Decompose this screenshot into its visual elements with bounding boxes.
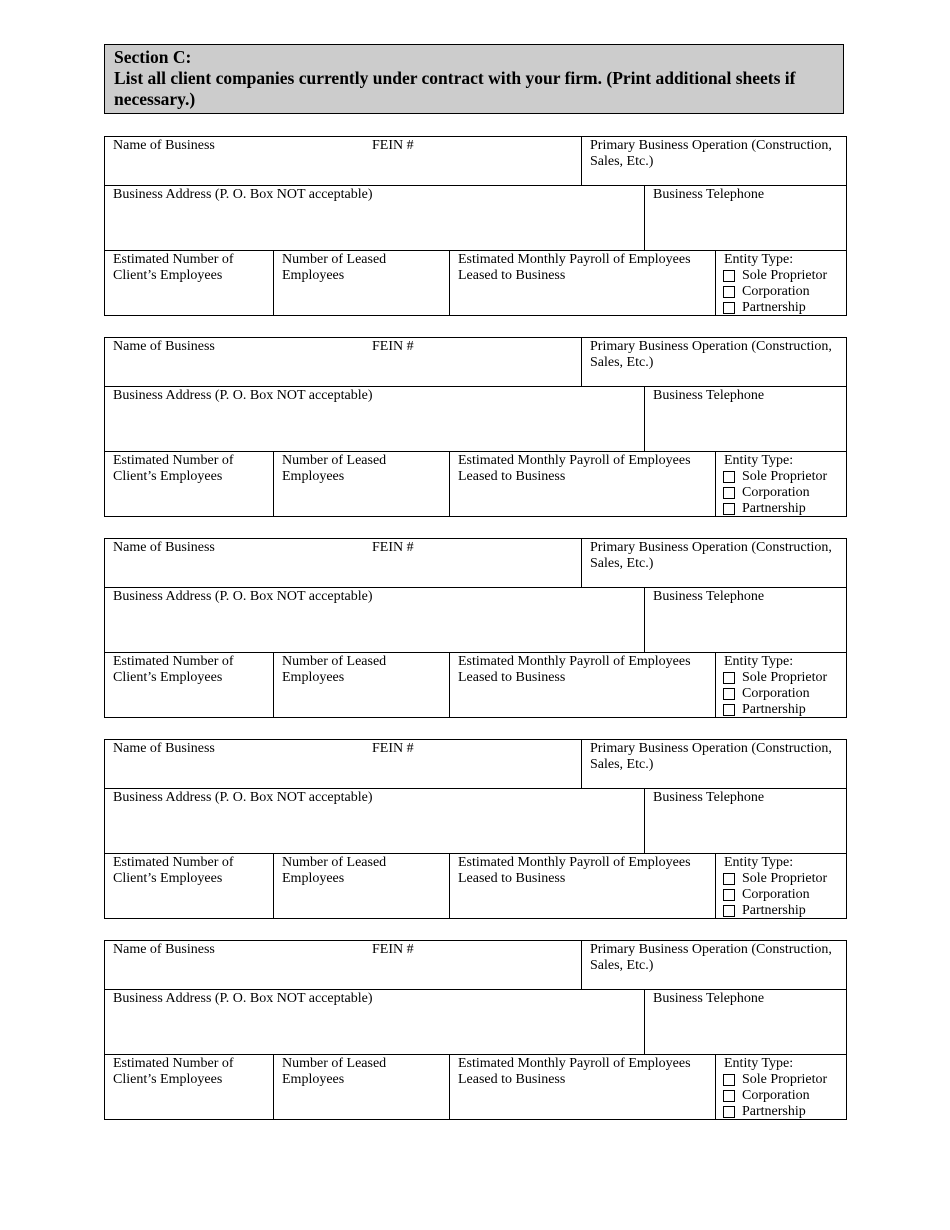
leased-employees-field[interactable] — [273, 1054, 449, 1120]
partnership-checkbox[interactable] — [723, 1106, 735, 1118]
primary-business-operation-label: Primary Business Operation (Construction, Sales, Etc.) — [590, 339, 832, 370]
sole-proprietor-label: Sole Proprietor — [742, 871, 828, 886]
entity-option-corporation[interactable] — [723, 1088, 838, 1104]
business-telephone-label: Business Telephone — [653, 187, 765, 202]
business-address-field[interactable] — [105, 989, 644, 1054]
primary-business-operation-field[interactable] — [581, 338, 846, 387]
entity-option-sole-proprietor[interactable] — [723, 871, 838, 887]
entity-type-field — [715, 652, 846, 718]
partnership-label: Partnership — [742, 501, 806, 516]
partnership-label: Partnership — [742, 903, 806, 918]
entity-type-label: Entity Type: — [724, 855, 794, 870]
entity-type-field — [715, 451, 846, 517]
client-company-block — [104, 538, 847, 718]
name-of-business-field[interactable] — [105, 338, 581, 387]
corporation-checkbox[interactable] — [723, 688, 735, 700]
leased-employees-label: Number of Leased Employees — [282, 453, 387, 484]
name-of-business-label: Name of Business — [113, 741, 215, 756]
leased-employees-label: Number of Leased Employees — [282, 1056, 387, 1087]
corporation-checkbox[interactable] — [723, 286, 735, 298]
estimated-employees-field[interactable] — [105, 853, 273, 919]
corporation-label: Corporation — [742, 1088, 810, 1103]
corporation-label: Corporation — [742, 686, 810, 701]
monthly-payroll-field[interactable] — [449, 451, 715, 517]
sole-proprietor-label: Sole Proprietor — [742, 469, 828, 484]
leased-employees-label: Number of Leased Employees — [282, 654, 387, 685]
name-of-business-field[interactable] — [105, 941, 581, 990]
primary-business-operation-field[interactable] — [581, 941, 846, 990]
business-address-label: Business Address (P. O. Box NOT acceptable) — [113, 388, 373, 403]
primary-business-operation-field[interactable] — [581, 740, 846, 789]
leased-employees-field[interactable] — [273, 451, 449, 517]
business-address-label: Business Address (P. O. Box NOT acceptable) — [113, 589, 373, 604]
business-telephone-field[interactable] — [644, 386, 846, 451]
entity-type-field — [715, 853, 846, 919]
entity-type-field — [715, 250, 846, 316]
primary-business-operation-label: Primary Business Operation (Construction, Sales, Etc.) — [590, 138, 832, 169]
corporation-checkbox[interactable] — [723, 889, 735, 901]
entity-option-partnership[interactable] — [723, 300, 838, 316]
monthly-payroll-label: Estimated Monthly Payroll of Employees Leased to Business — [458, 654, 691, 685]
monthly-payroll-field[interactable] — [449, 250, 715, 316]
estimated-employees-field[interactable] — [105, 1054, 273, 1120]
monthly-payroll-label: Estimated Monthly Payroll of Employees Leased to Business — [458, 855, 691, 886]
monthly-payroll-label: Estimated Monthly Payroll of Employees Leased to Business — [458, 1056, 691, 1087]
client-company-block — [104, 136, 847, 316]
primary-business-operation-field[interactable] — [581, 539, 846, 588]
fein-label: FEIN # — [372, 942, 414, 957]
section-instruction: List all client companies currently under contract with your firm. (Print additional sheets if necessary.) — [114, 68, 796, 109]
leased-employees-label: Number of Leased Employees — [282, 252, 387, 283]
sole-proprietor-checkbox[interactable] — [723, 873, 735, 885]
entity-option-sole-proprietor[interactable] — [723, 268, 838, 284]
name-of-business-label: Name of Business — [113, 540, 215, 555]
entity-option-partnership[interactable] — [723, 702, 838, 718]
sole-proprietor-label: Sole Proprietor — [742, 1072, 828, 1087]
sole-proprietor-checkbox[interactable] — [723, 672, 735, 684]
sole-proprietor-checkbox[interactable] — [723, 270, 735, 282]
name-of-business-field[interactable] — [105, 137, 581, 186]
business-telephone-field[interactable] — [644, 989, 846, 1054]
business-address-field[interactable] — [105, 587, 644, 652]
primary-business-operation-label: Primary Business Operation (Construction, Sales, Etc.) — [590, 942, 832, 973]
fein-label: FEIN # — [372, 339, 414, 354]
business-telephone-label: Business Telephone — [653, 991, 765, 1006]
name-of-business-label: Name of Business — [113, 942, 215, 957]
entity-option-sole-proprietor[interactable] — [723, 469, 838, 485]
entity-type-label: Entity Type: — [724, 1056, 794, 1071]
leased-employees-field[interactable] — [273, 250, 449, 316]
client-company-block — [104, 739, 847, 919]
sole-proprietor-checkbox[interactable] — [723, 471, 735, 483]
business-telephone-field[interactable] — [644, 185, 846, 250]
estimated-employees-field[interactable] — [105, 250, 273, 316]
monthly-payroll-label: Estimated Monthly Payroll of Employees Leased to Business — [458, 252, 691, 283]
entity-option-sole-proprietor[interactable] — [723, 670, 838, 686]
partnership-label: Partnership — [742, 1104, 806, 1119]
business-telephone-label: Business Telephone — [653, 790, 765, 805]
entity-option-partnership[interactable] — [723, 501, 838, 517]
business-address-field[interactable] — [105, 185, 644, 250]
estimated-employees-label: Estimated Number of Client’s Employees — [113, 453, 234, 484]
entity-type-field — [715, 1054, 846, 1120]
sole-proprietor-label: Sole Proprietor — [742, 670, 828, 685]
business-telephone-label: Business Telephone — [653, 388, 765, 403]
entity-option-partnership[interactable] — [723, 1104, 838, 1120]
partnership-checkbox[interactable] — [723, 905, 735, 917]
business-telephone-label: Business Telephone — [653, 589, 765, 604]
monthly-payroll-field[interactable] — [449, 853, 715, 919]
business-address-field[interactable] — [105, 386, 644, 451]
primary-business-operation-label: Primary Business Operation (Construction, Sales, Etc.) — [590, 540, 832, 571]
partnership-checkbox[interactable] — [723, 302, 735, 314]
leased-employees-label: Number of Leased Employees — [282, 855, 387, 886]
entity-option-corporation[interactable] — [723, 686, 838, 702]
section-title: Section C: — [114, 47, 192, 67]
corporation-label: Corporation — [742, 887, 810, 902]
name-of-business-label: Name of Business — [113, 138, 215, 153]
business-address-label: Business Address (P. O. Box NOT acceptable) — [113, 790, 373, 805]
entity-option-sole-proprietor[interactable] — [723, 1072, 838, 1088]
primary-business-operation-label: Primary Business Operation (Construction, Sales, Etc.) — [590, 741, 832, 772]
sole-proprietor-checkbox[interactable] — [723, 1074, 735, 1086]
partnership-label: Partnership — [742, 702, 806, 717]
partnership-label: Partnership — [742, 300, 806, 315]
monthly-payroll-field[interactable] — [449, 1054, 715, 1120]
estimated-employees-field[interactable] — [105, 451, 273, 517]
entity-option-partnership[interactable] — [723, 903, 838, 919]
name-of-business-field[interactable] — [105, 539, 581, 588]
business-telephone-field[interactable] — [644, 587, 846, 652]
entity-type-label: Entity Type: — [724, 654, 794, 669]
client-company-block — [104, 337, 847, 517]
fein-label: FEIN # — [372, 741, 414, 756]
fein-label: FEIN # — [372, 138, 414, 153]
fein-label: FEIN # — [372, 540, 414, 555]
primary-business-operation-field[interactable] — [581, 137, 846, 186]
partnership-checkbox[interactable] — [723, 503, 735, 515]
corporation-label: Corporation — [742, 284, 810, 299]
estimated-employees-field[interactable] — [105, 652, 273, 718]
sole-proprietor-label: Sole Proprietor — [742, 268, 828, 283]
partnership-checkbox[interactable] — [723, 704, 735, 716]
corporation-checkbox[interactable] — [723, 487, 735, 499]
leased-employees-field[interactable] — [273, 853, 449, 919]
entity-option-corporation[interactable] — [723, 284, 838, 300]
entity-type-label: Entity Type: — [724, 252, 794, 267]
estimated-employees-label: Estimated Number of Client’s Employees — [113, 252, 234, 283]
entity-option-corporation[interactable] — [723, 485, 838, 501]
business-telephone-field[interactable] — [644, 788, 846, 853]
leased-employees-field[interactable] — [273, 652, 449, 718]
entity-type-label: Entity Type: — [724, 453, 794, 468]
corporation-label: Corporation — [742, 485, 810, 500]
estimated-employees-label: Estimated Number of Client’s Employees — [113, 654, 234, 685]
estimated-employees-label: Estimated Number of Client’s Employees — [113, 1056, 234, 1087]
business-address-label: Business Address (P. O. Box NOT acceptable) — [113, 187, 373, 202]
name-of-business-label: Name of Business — [113, 339, 215, 354]
business-address-label: Business Address (P. O. Box NOT acceptable) — [113, 991, 373, 1006]
monthly-payroll-field[interactable] — [449, 652, 715, 718]
entity-option-corporation[interactable] — [723, 887, 838, 903]
section-header — [104, 44, 844, 114]
name-of-business-field[interactable] — [105, 740, 581, 789]
client-company-block — [104, 940, 847, 1120]
business-address-field[interactable] — [105, 788, 644, 853]
monthly-payroll-label: Estimated Monthly Payroll of Employees Leased to Business — [458, 453, 691, 484]
estimated-employees-label: Estimated Number of Client’s Employees — [113, 855, 234, 886]
corporation-checkbox[interactable] — [723, 1090, 735, 1102]
